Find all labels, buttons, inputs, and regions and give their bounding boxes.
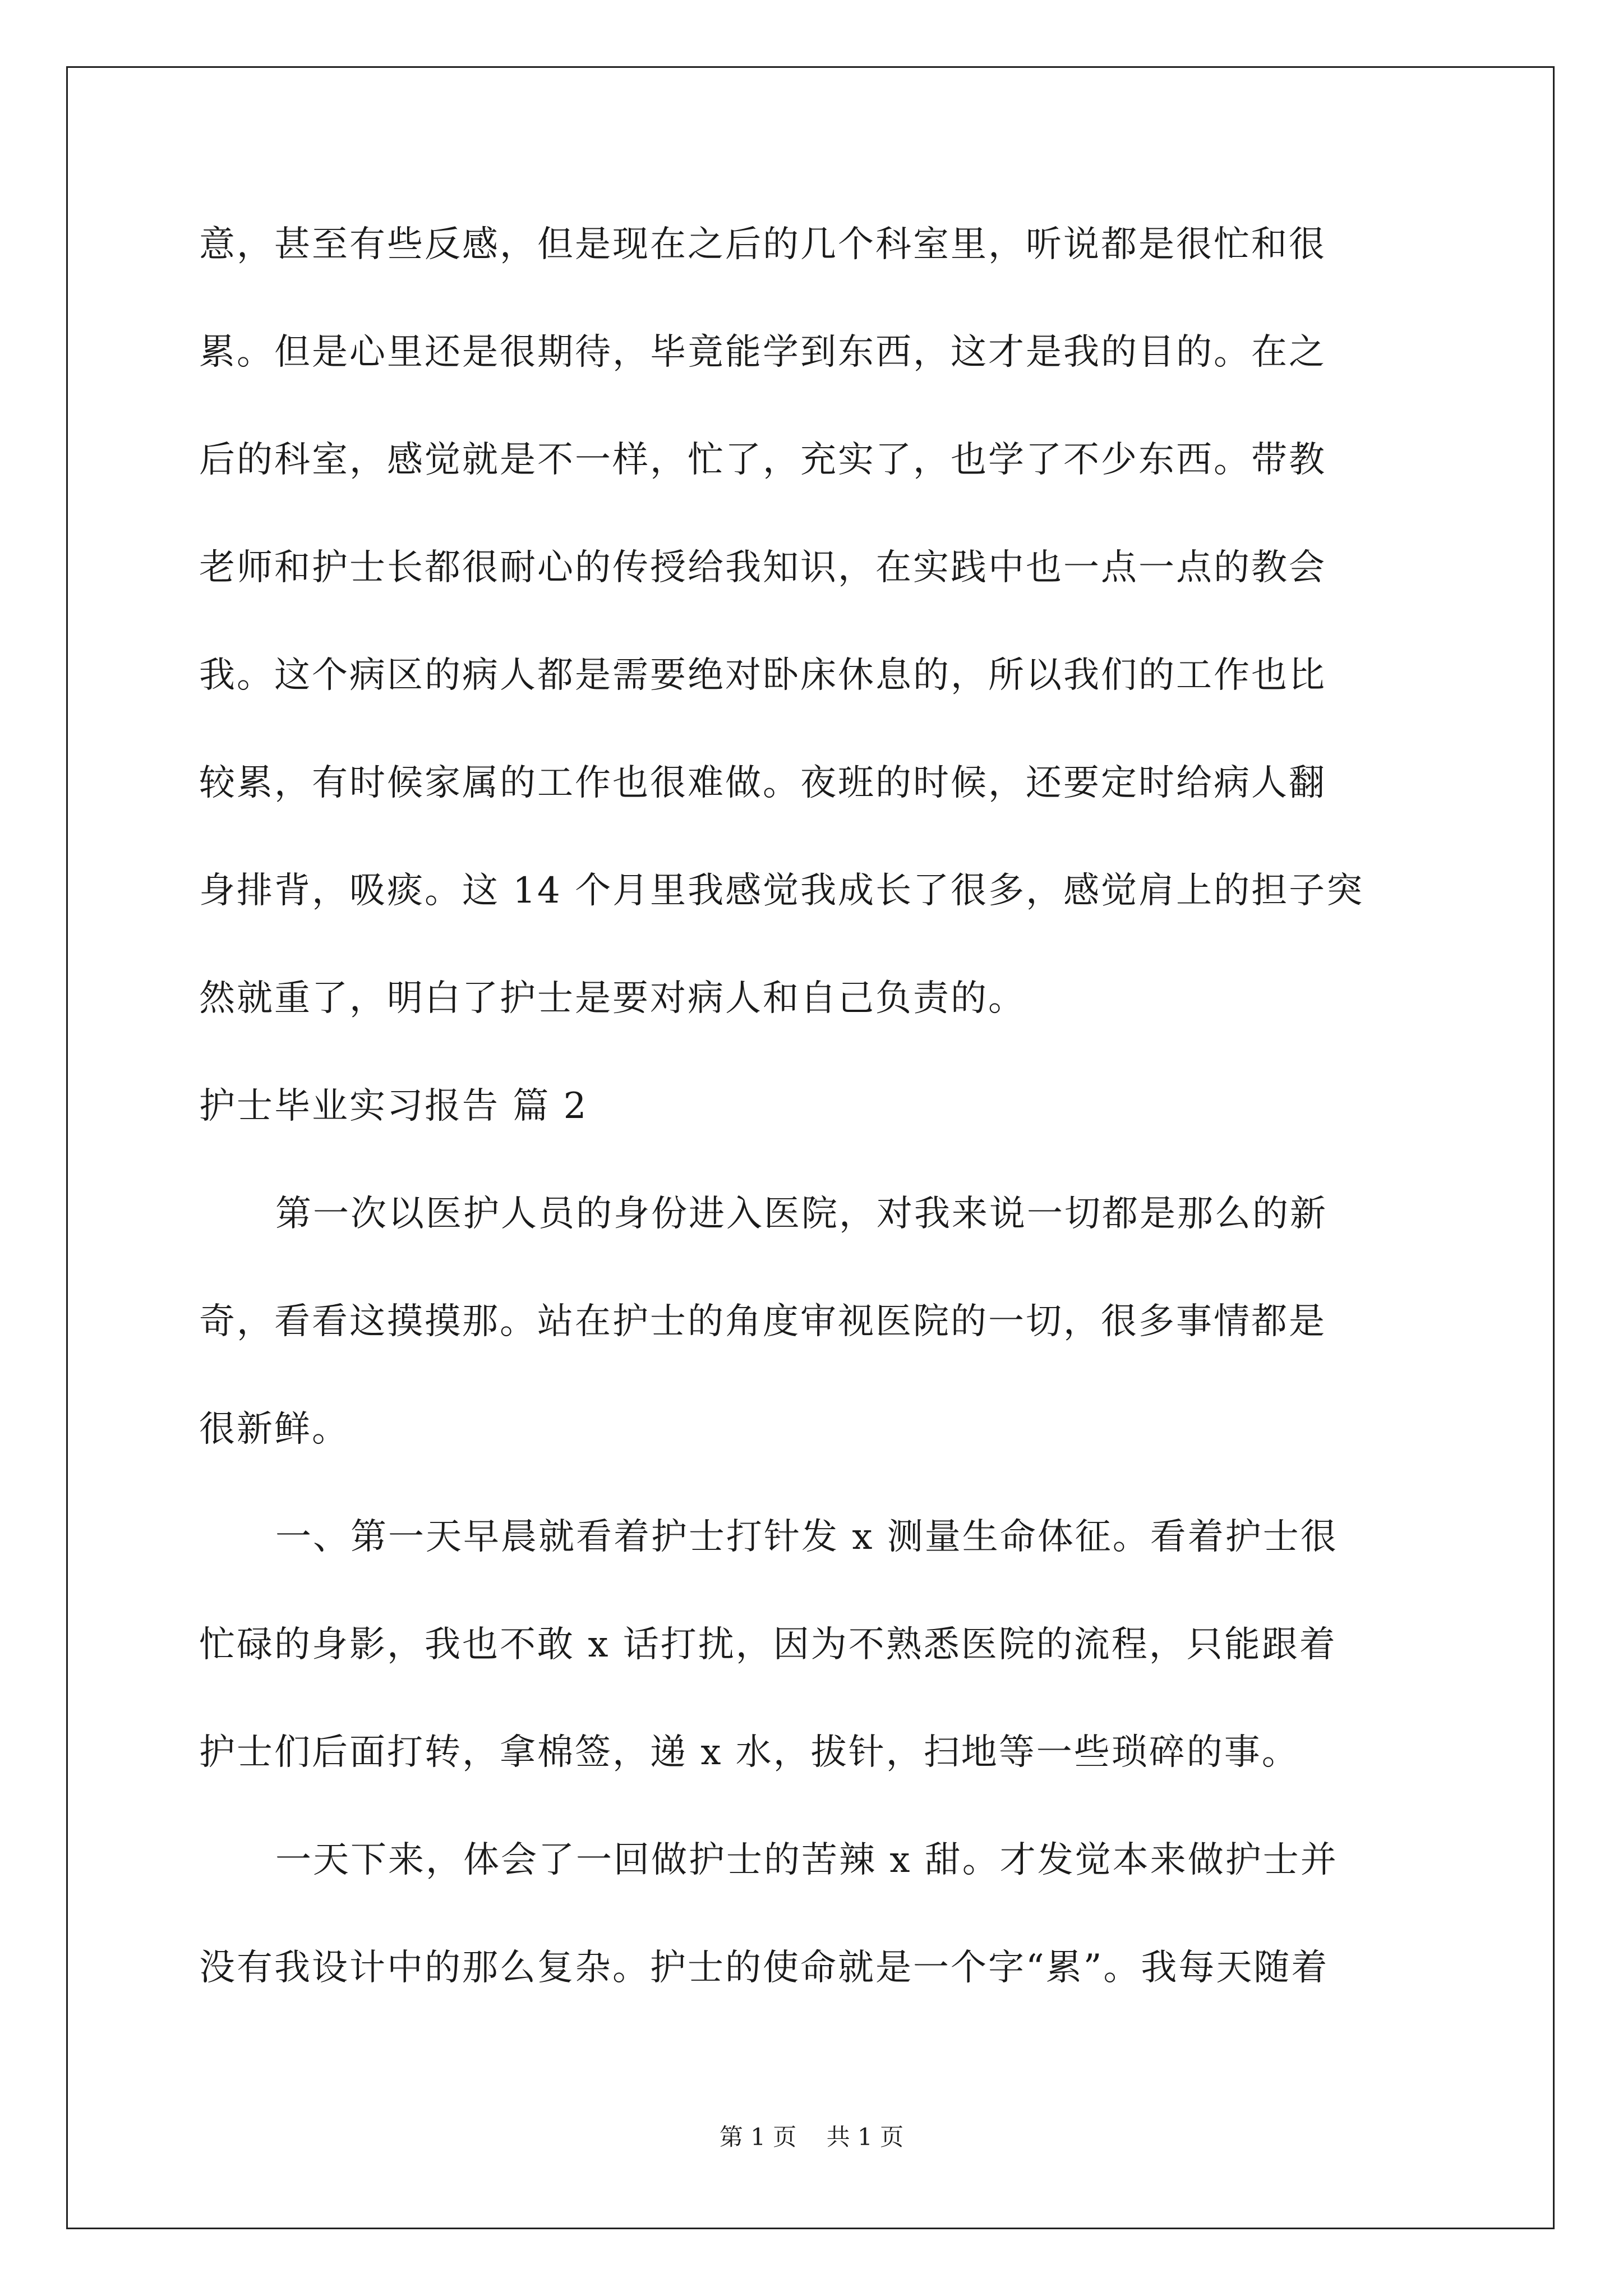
text-line: 第一次以医护人员的身份进入医院，对我来说一切都是那么的新 bbox=[275, 1193, 1327, 1235]
text-line: 很新鲜。 bbox=[199, 1409, 349, 1450]
text-line: 一天下来，体会了一回做护士的苦辣 x 甜。才发觉本来做护士并 bbox=[275, 1839, 1338, 1881]
document-body bbox=[199, 191, 1427, 2022]
text-line: 护士们后面打转，拿棉签，递 x 水，拔针，扫地等一些琐碎的事。 bbox=[199, 1732, 1299, 1773]
text-line: 忙碌的身影，我也不敢 x 话打扰，因为不熟悉医院的流程，只能跟着 bbox=[199, 1624, 1337, 1665]
text-line: 我。这个病区的病人都是需要绝对卧床休息的，所以我们的工作也比 bbox=[199, 655, 1326, 696]
page-number: 第 1 页 bbox=[719, 2123, 797, 2151]
section-heading: 护士毕业实习报告 篇 2 bbox=[199, 1085, 588, 1127]
text-line: 没有我设计中的那么复杂。护士的使命就是一个字“累”。我每天随着 bbox=[199, 1947, 1329, 1989]
page-footer bbox=[0, 2123, 1623, 2151]
text-line: 身排背，吸痰。这 14 个月里我感觉我成长了很多，感觉肩上的担子突 bbox=[199, 870, 1364, 912]
text-line: 累。但是心里还是很期待，毕竟能学到东西，这才是我的目的。在之 bbox=[199, 332, 1326, 373]
text-line: 奇，看看这摸摸那。站在护士的角度审视医院的一切，很多事情都是 bbox=[199, 1301, 1326, 1342]
text-line: 意，甚至有些反感，但是现在之后的几个科室里，听说都是很忙和很 bbox=[199, 224, 1326, 265]
text-line: 一、第一天早晨就看着护士打针发 x 测量生命体征。看着护士很 bbox=[275, 1516, 1338, 1558]
text-line: 老师和护士长都很耐心的传授给我知识，在实践中也一点一点的教会 bbox=[199, 547, 1326, 588]
text-line: 后的科室，感觉就是不一样，忙了，充实了，也学了不少东西。带教 bbox=[199, 439, 1326, 481]
text-line: 然就重了，明白了护士是要对病人和自己负责的。 bbox=[199, 978, 1026, 1019]
text-line: 较累，有时候家属的工作也很难做。夜班的时候，还要定时给病人翻 bbox=[199, 762, 1326, 804]
page-total: 共 1 页 bbox=[826, 2123, 904, 2151]
